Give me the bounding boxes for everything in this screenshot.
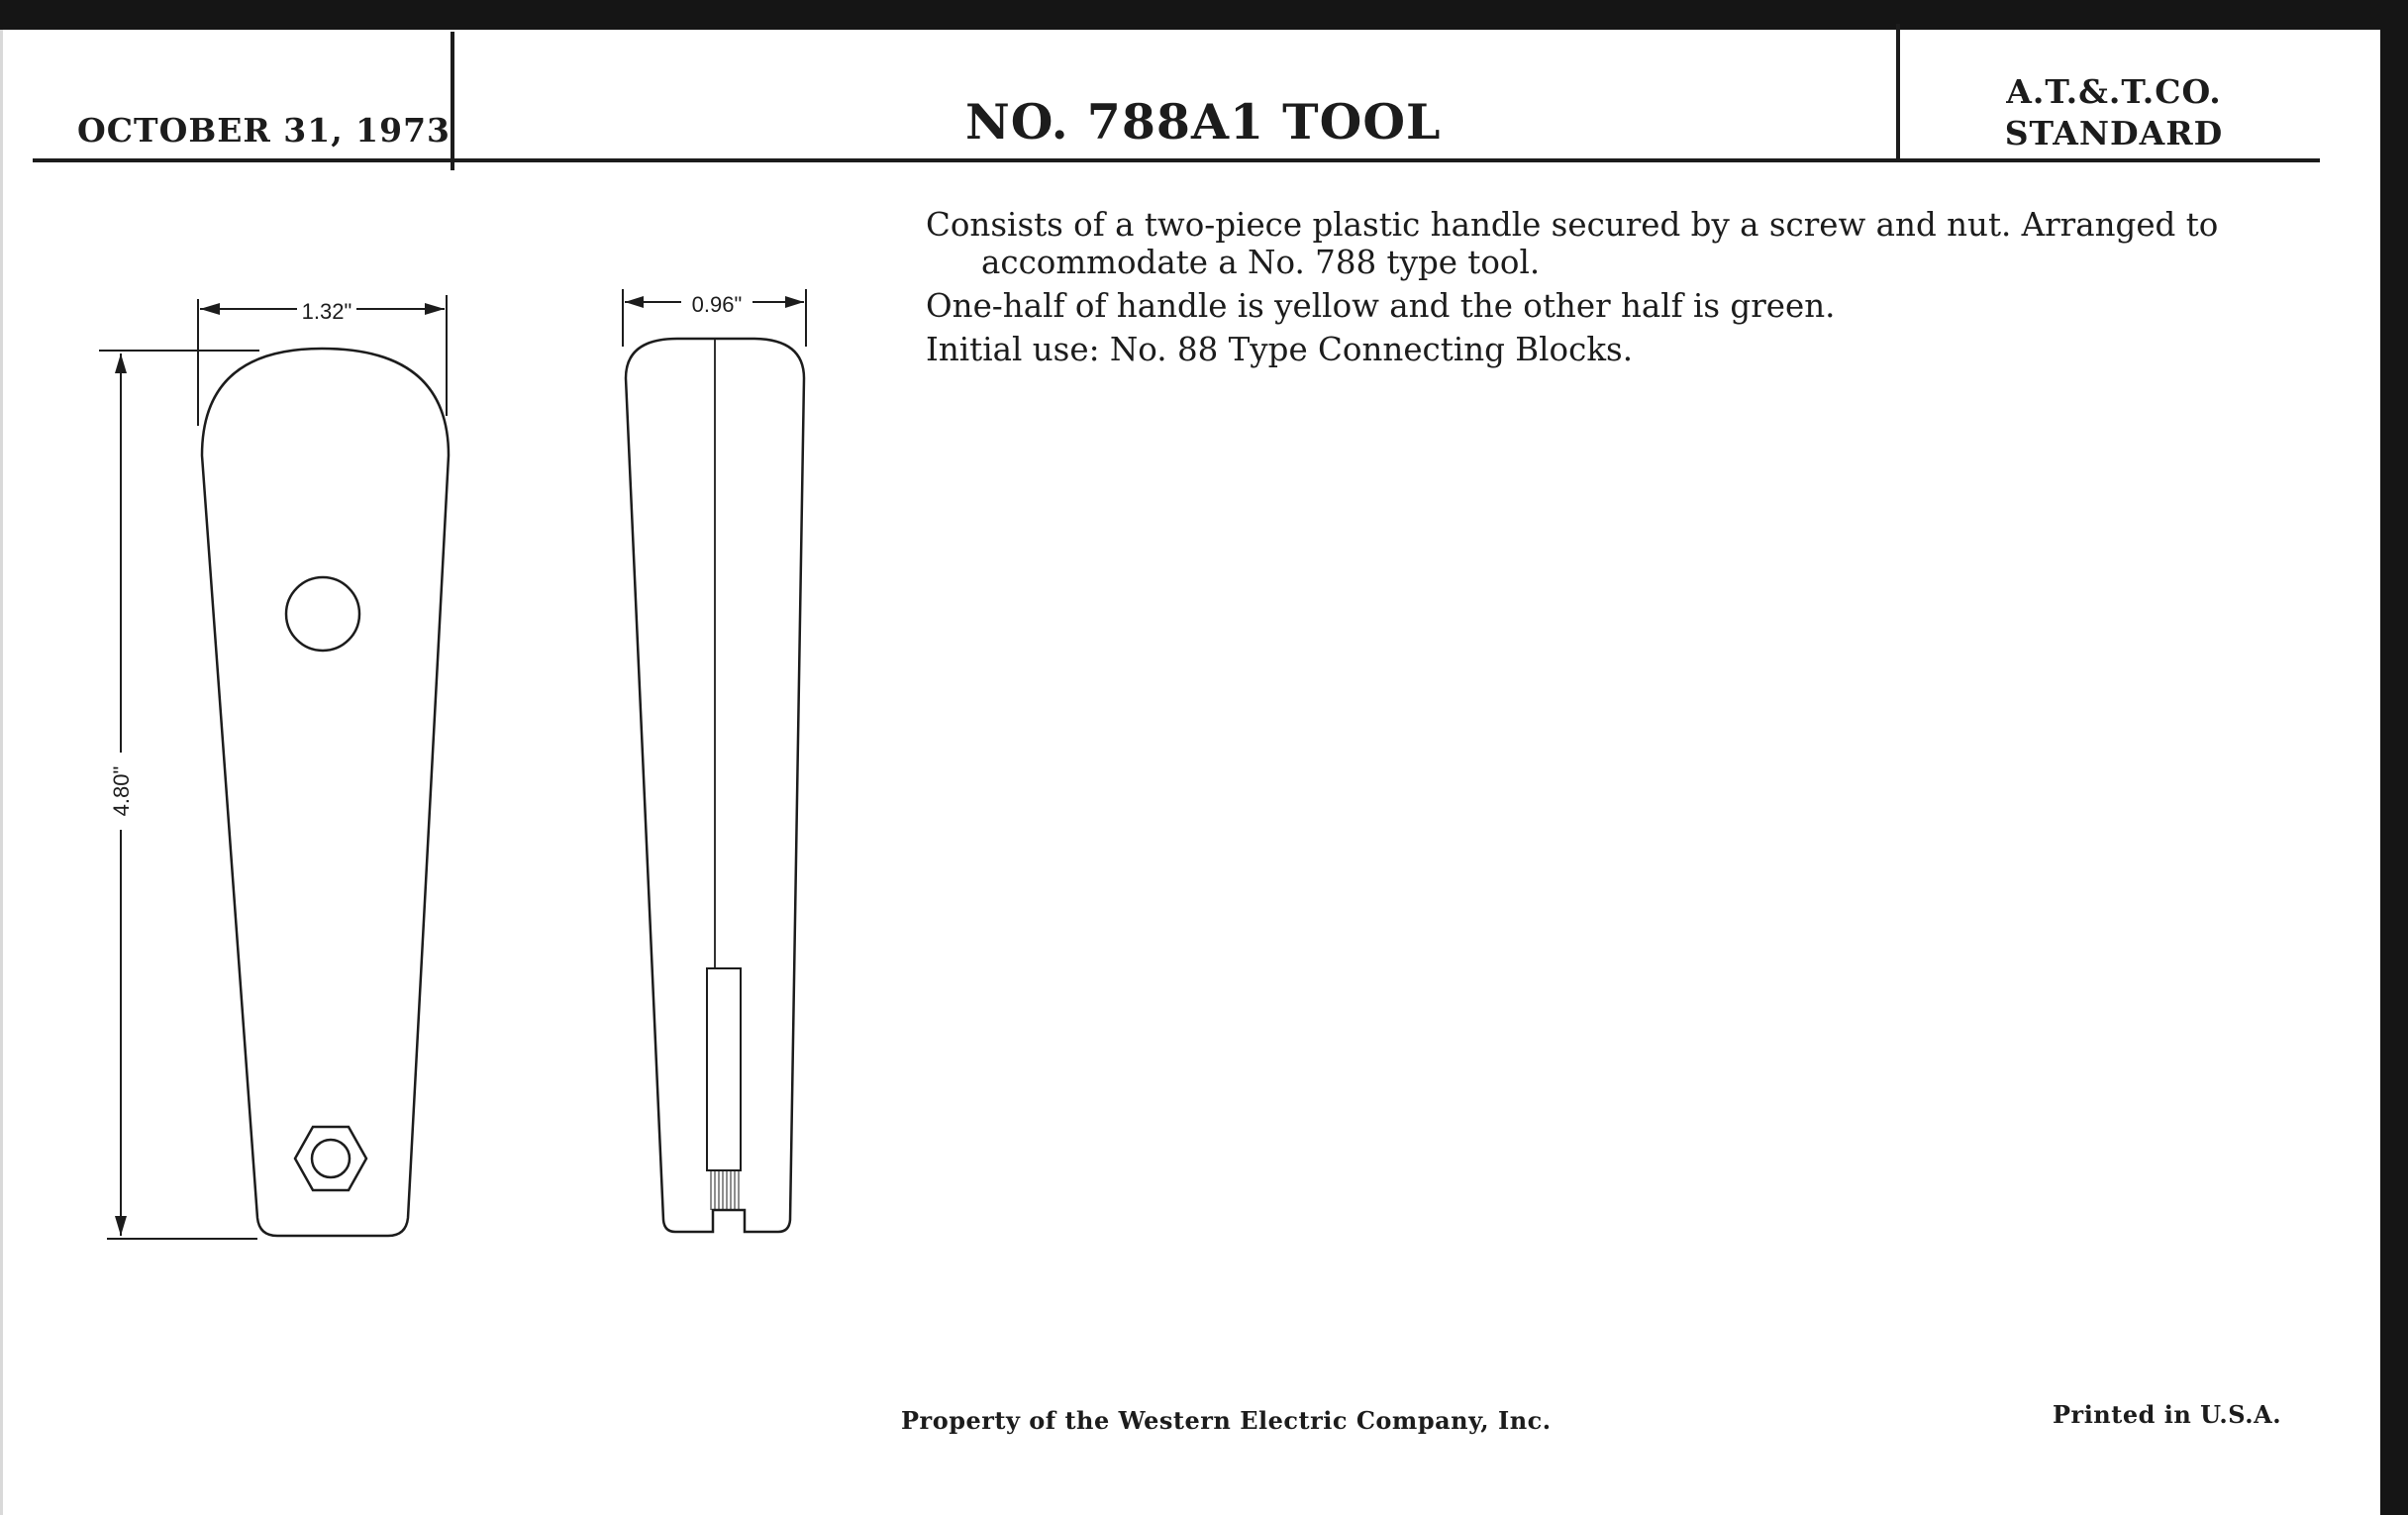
screw-hole bbox=[286, 577, 359, 651]
nut-hexagon bbox=[295, 1127, 366, 1190]
printed-notice: Printed in U.S.A. bbox=[2053, 1400, 2282, 1429]
issue-date: OCTOBER 31, 1973 bbox=[77, 111, 452, 150]
front-view-outline bbox=[202, 349, 449, 1236]
description-initial-use: Initial use: No. 88 Type Connecting Blocks. bbox=[926, 331, 1634, 368]
blade-slot bbox=[707, 968, 741, 1170]
standard-company: A.T.&.T.CO. bbox=[2006, 72, 2222, 111]
description-colors: One-half of handle is yellow and the other half is green. bbox=[926, 287, 1836, 325]
length-dimension: 4.80" bbox=[109, 765, 134, 817]
page-title: NO. 788A1 TOOL bbox=[965, 93, 1442, 151]
standard-word: STANDARD bbox=[2004, 114, 2224, 152]
property-notice: Property of the Western Electric Company, Inc. bbox=[901, 1406, 1552, 1435]
knurl-lines bbox=[711, 1170, 739, 1210]
description-construction: Consists of a two-piece plastic handle secured by a screw and nut. Arranged to accommodate a No. 788 type tool. bbox=[926, 206, 2219, 281]
front-width-dimension: 1.32" bbox=[301, 299, 352, 324]
nut-bore bbox=[312, 1140, 350, 1177]
side-width-dimension: 0.96" bbox=[691, 292, 743, 317]
